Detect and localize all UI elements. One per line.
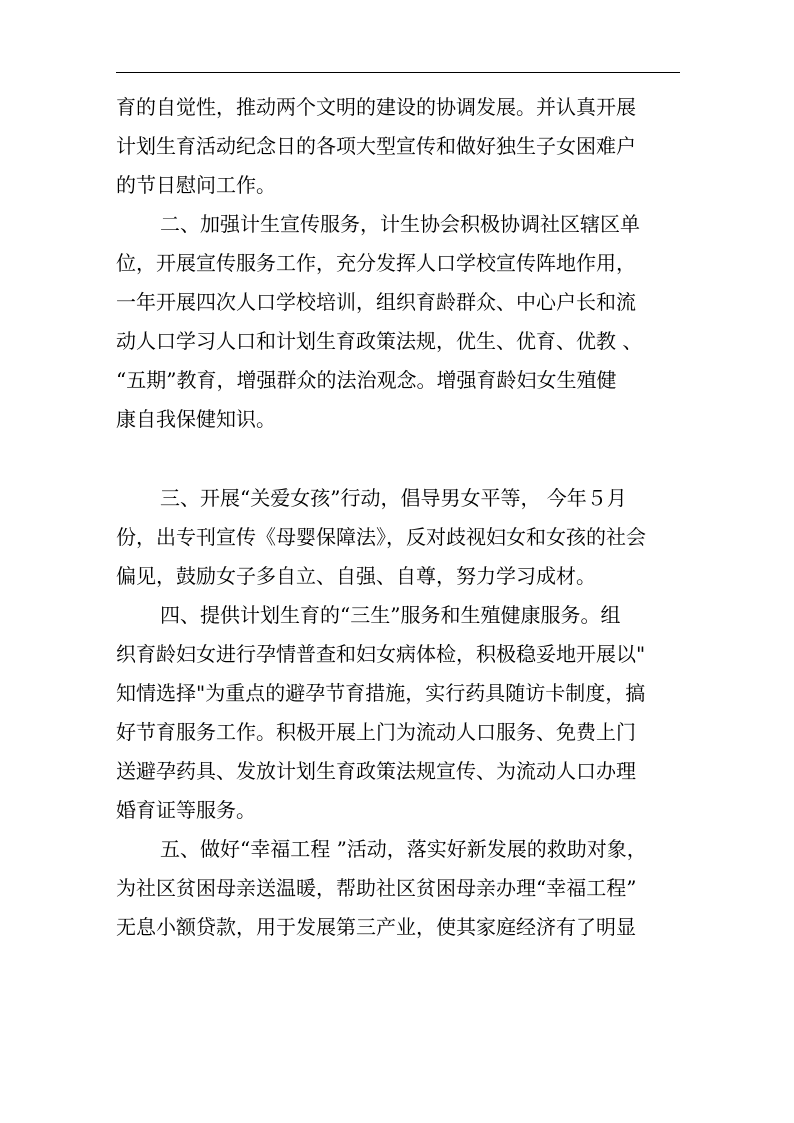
header-rule — [116, 72, 680, 73]
paragraph-4-line-6: 婚育证等服务。 — [116, 798, 256, 822]
paragraph-4-line-5: 送避孕药具、发放计划生育政策法规宣传、为流动人口办理 — [116, 759, 636, 783]
paragraph-3-line-3: 偏见，鼓励女子多自立、自强、自尊，努力学习成材。 — [116, 564, 596, 588]
paragraph-3-line-2: 份，出专刊宣传《母婴保障法》，反对歧视妇女和女孩的社会 — [116, 525, 646, 549]
paragraph-4-line-4: 好节育服务工作。积极开展上门为流动人口服务、免费上门 — [116, 720, 636, 744]
paragraph-4-line-3: 知情选择"为重点的避孕节育措施，实行药具随访卡制度，搞 — [116, 681, 646, 705]
paragraph-1-line-3: 的节日慰问工作。 — [116, 173, 276, 197]
paragraph-1-line-2: 计划生育活动纪念日的各项大型宣传和做好独生子女困难户 — [116, 134, 636, 158]
paragraph-2-line-4: 动人口学习人口和计划生育政策法规，优生、优育、优教 、 — [116, 329, 643, 353]
paragraph-2-line-2: 位，开展宣传服务工作，充分发挥人口学校宣传阵地作用， — [116, 251, 636, 275]
paragraph-4-line-1: 四、提供计划生育的“三生”服务和生殖健康服务。组 — [160, 603, 621, 627]
paragraph-3-line-1: 三、开展“关爱女孩”行动，倡导男女平等， 今年５月 — [160, 486, 627, 510]
paragraph-5-line-1: 五、做好“幸福工程 ”活动，落实好新发展的救助对象， — [160, 837, 647, 861]
paragraph-1-line-1: 育的自觉性，推动两个文明的建设的协调发展。并认真开展 — [116, 95, 636, 119]
paragraph-5-line-3: 无息小额贷款，用于发展第三产业，使其家庭经济有了明显 — [116, 915, 636, 939]
paragraph-2-line-3: 一年开展四次人口学校培训，组织育龄群众、中心户长和流 — [116, 290, 636, 314]
paragraph-2-line-6: 康自我保健知识。 — [116, 407, 276, 431]
paragraph-5-line-2: 为社区贫困母亲送温暖，帮助社区贫困母亲办理“幸福工程” — [116, 876, 637, 900]
document-body — [116, 88, 682, 947]
paragraph-gap — [116, 439, 682, 479]
paragraph-4-line-2: 织育龄妇女进行孕情普查和妇女病体检，积极稳妥地开展以" — [116, 642, 646, 666]
paragraph-2-line-1: 二、加强计生宣传服务，计生协会积极协调社区辖区单 — [160, 212, 640, 236]
paragraph-2-line-5: “五期”教育，增强群众的法治观念。增强育龄妇女生殖健 — [116, 368, 617, 392]
